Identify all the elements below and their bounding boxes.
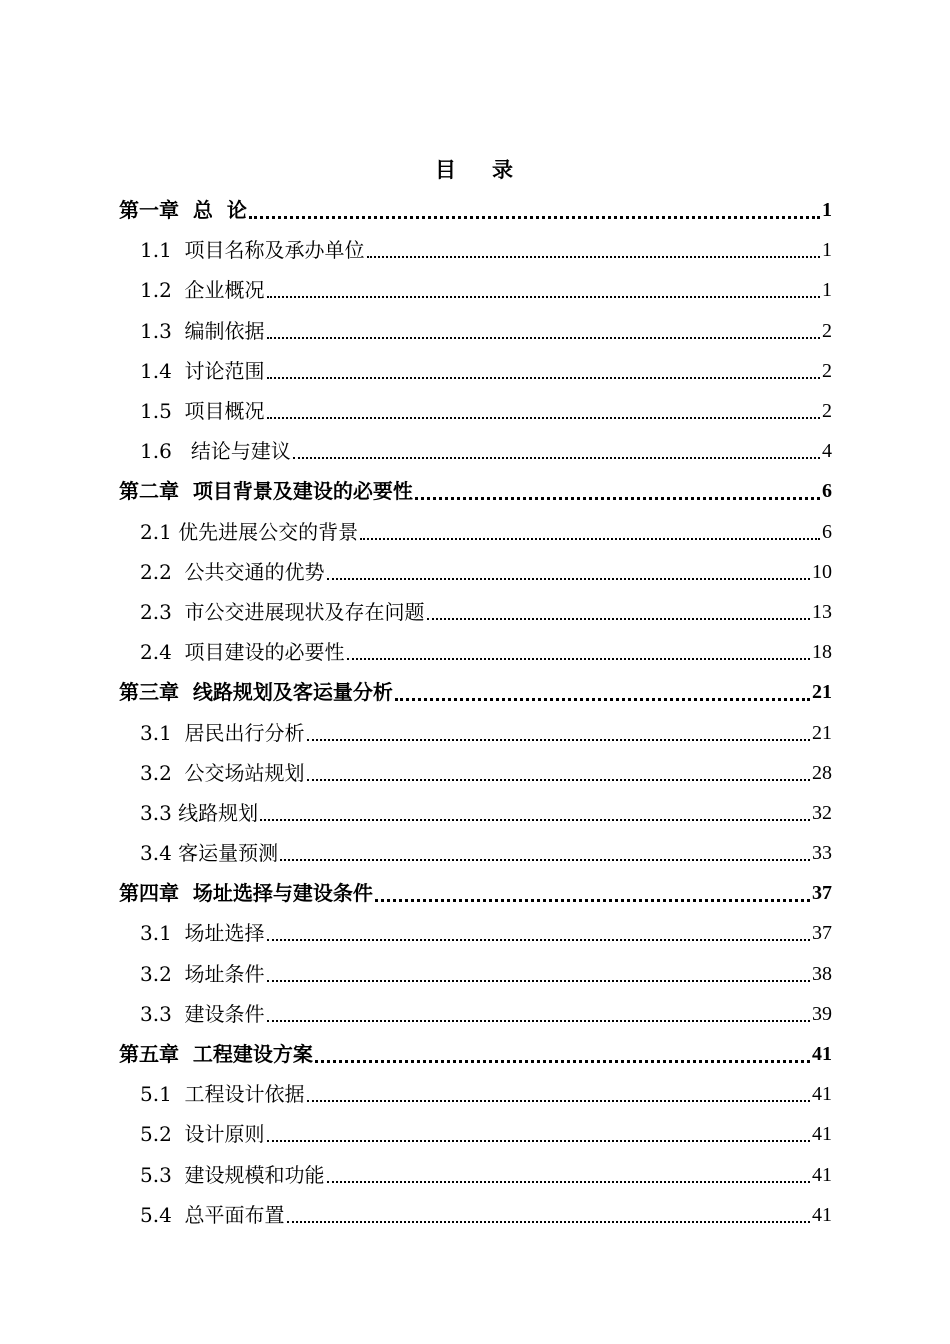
toc-section-entry[interactable] [119, 1195, 832, 1235]
dot-leader [260, 819, 810, 821]
toc-entry-label: 第二章 项目背景及建设的必要性 [119, 479, 413, 504]
toc-entry-page-number: 41 [812, 1043, 832, 1066]
toc-entry-page-number: 38 [812, 962, 832, 985]
dot-leader [427, 618, 810, 620]
toc-section-entry[interactable] [119, 592, 832, 632]
dot-leader [327, 1181, 810, 1183]
toc-entry-page-number: 2 [822, 319, 832, 342]
dot-leader [307, 779, 810, 781]
toc-entry-page-number: 1 [822, 199, 832, 222]
dot-leader [267, 296, 820, 298]
dot-leader [267, 1020, 810, 1022]
table-of-contents [119, 190, 832, 1235]
toc-entry-label: 3.1 场址选择 [140, 921, 265, 946]
toc-entry-label: 5.2 设计原则 [140, 1122, 265, 1147]
toc-entry-page-number: 2 [822, 359, 832, 382]
toc-entry-label: 5.4 总平面布置 [140, 1202, 285, 1227]
toc-entry-page-number: 4 [822, 440, 832, 463]
dot-leader [367, 256, 820, 258]
toc-entry-label: 1.1 项目名称及承办单位 [140, 238, 365, 263]
dot-leader [280, 859, 810, 861]
toc-entry-page-number: 32 [812, 801, 832, 824]
toc-entry-page-number: 6 [822, 520, 832, 543]
dot-leader [267, 417, 820, 419]
toc-entry-label: 第三章 线路规划及客运量分析 [119, 680, 393, 705]
dot-leader [249, 216, 820, 219]
toc-entry-page-number: 41 [812, 1163, 832, 1186]
toc-entry-page-number: 1 [822, 239, 832, 262]
toc-entry-page-number: 10 [812, 560, 832, 583]
toc-entry-page-number: 41 [812, 1203, 832, 1226]
toc-entry-label: 1.2 企业概况 [140, 278, 265, 303]
toc-entry-label: 3.1 居民出行分析 [140, 720, 305, 745]
toc-chapter-entry[interactable] [119, 471, 832, 511]
toc-section-entry[interactable] [119, 431, 832, 471]
toc-section-entry[interactable] [119, 753, 832, 793]
dot-leader [375, 899, 810, 902]
toc-entry-label: 5.1 工程设计依据 [140, 1082, 305, 1107]
toc-chapter-entry[interactable] [119, 873, 832, 913]
toc-entry-label: 1.4 讨论范围 [140, 358, 265, 383]
toc-section-entry[interactable] [119, 270, 832, 310]
toc-section-entry[interactable] [119, 230, 832, 270]
toc-chapter-entry[interactable] [119, 190, 832, 230]
toc-section-entry[interactable] [119, 954, 832, 994]
toc-section-entry[interactable] [119, 632, 832, 672]
toc-section-entry[interactable] [119, 1114, 832, 1154]
toc-entry-label: 2.1 优先进展公交的背景 [140, 519, 359, 544]
toc-section-entry[interactable] [119, 793, 832, 833]
toc-section-entry[interactable] [119, 712, 832, 752]
toc-entry-page-number: 18 [812, 641, 832, 664]
toc-entry-label: 1.3 编制依据 [140, 318, 265, 343]
dot-leader [315, 1060, 810, 1063]
dot-leader [415, 497, 820, 500]
toc-entry-page-number: 28 [812, 761, 832, 784]
dot-leader [347, 658, 810, 660]
dot-leader [395, 698, 810, 701]
dot-leader [267, 337, 820, 339]
dot-leader [267, 939, 810, 941]
dot-leader [267, 980, 810, 982]
toc-entry-label: 3.4 客运量预测 [140, 841, 279, 866]
toc-section-entry[interactable] [119, 913, 832, 953]
toc-entry-page-number: 21 [812, 721, 832, 744]
toc-entry-label: 第一章 总 论 [119, 198, 247, 223]
toc-section-entry[interactable] [119, 512, 832, 552]
toc-entry-page-number: 33 [812, 842, 832, 865]
toc-section-entry[interactable] [119, 1074, 832, 1114]
toc-entry-page-number: 2 [822, 400, 832, 423]
toc-title [0, 154, 950, 184]
toc-entry-label: 3.2 场址条件 [140, 961, 265, 986]
toc-entry-label: 2.4 项目建设的必要性 [140, 640, 345, 665]
toc-title-left: 目 [435, 157, 458, 182]
toc-entry-label: 3.3 线路规划 [140, 800, 259, 825]
toc-entry-label: 3.2 公交场站规划 [140, 760, 305, 785]
toc-entry-label: 1.5 项目概况 [140, 399, 265, 424]
toc-entry-page-number: 37 [812, 922, 832, 945]
toc-section-entry[interactable] [119, 1155, 832, 1195]
toc-chapter-entry[interactable] [119, 1034, 832, 1074]
toc-entry-page-number: 1 [822, 279, 832, 302]
toc-entry-label: 2.2 公共交通的优势 [140, 559, 325, 584]
toc-entry-page-number: 13 [812, 600, 832, 623]
toc-entry-label: 第四章 场址选择与建设条件 [119, 881, 373, 906]
toc-section-entry[interactable] [119, 351, 832, 391]
toc-section-entry[interactable] [119, 391, 832, 431]
dot-leader [267, 1140, 810, 1142]
toc-entry-label: 3.3 建设条件 [140, 1001, 265, 1026]
toc-entry-page-number: 41 [812, 1123, 832, 1146]
toc-section-entry[interactable] [119, 552, 832, 592]
toc-entry-page-number: 41 [812, 1083, 832, 1106]
toc-entry-page-number: 6 [822, 480, 832, 503]
toc-entry-page-number: 21 [812, 681, 832, 704]
toc-entry-label: 2.3 市公交进展现状及存在问题 [140, 599, 425, 624]
toc-entry-page-number: 37 [812, 882, 832, 905]
toc-entry-label: 5.3 建设规模和功能 [140, 1162, 325, 1187]
dot-leader [307, 1100, 810, 1102]
toc-title-right: 录 [492, 157, 515, 182]
toc-section-entry[interactable] [119, 311, 832, 351]
dot-leader [307, 739, 810, 741]
dot-leader [327, 578, 810, 580]
toc-entry-label: 第五章 工程建设方案 [119, 1042, 313, 1067]
dot-leader [293, 457, 820, 459]
dot-leader [360, 538, 820, 540]
toc-chapter-entry[interactable] [119, 672, 832, 712]
toc-entry-page-number: 39 [812, 1002, 832, 1025]
toc-entry-label: 1.6 结论与建议 [140, 439, 291, 464]
dot-leader [287, 1221, 810, 1223]
dot-leader [267, 377, 820, 379]
toc-section-entry[interactable] [119, 994, 832, 1034]
toc-section-entry[interactable] [119, 833, 832, 873]
